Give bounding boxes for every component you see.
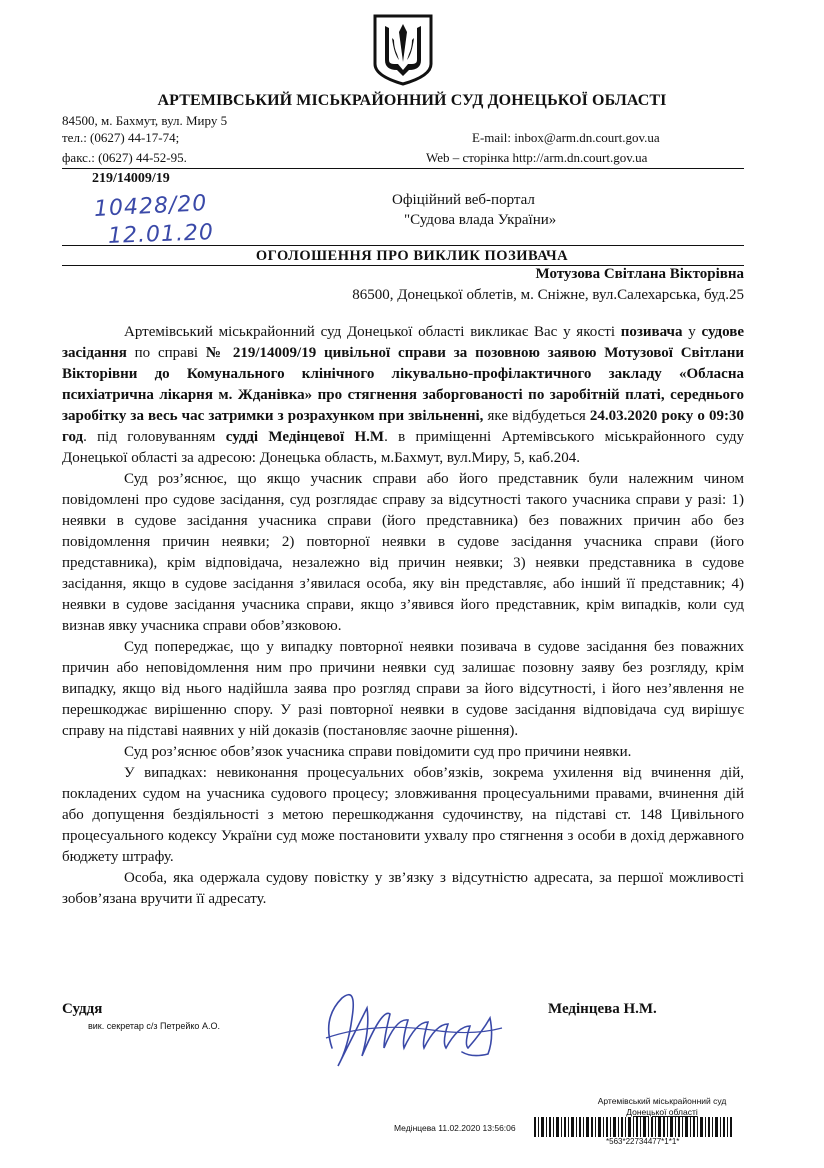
addressee-line-2: "Судова влада України» [404, 212, 557, 228]
paragraph-delivery: Особа, яка одержала судову повістку у зв’язку з відсутністю адресата, за першої можливості зобов’язана вручити її адресату. [62, 870, 744, 907]
recipient-name: Мотузова Світлана Вікторівна [535, 266, 744, 282]
handwritten-registration-number: 10428/20 [93, 191, 208, 222]
court-phone: тел.: (0627) 44-17-74; [62, 130, 180, 145]
court-website: Web – сторінка http://arm.dn.court.gov.ua [426, 150, 648, 165]
header-divider [62, 168, 744, 169]
title-top-rule [62, 245, 744, 246]
judge-label: Суддя [62, 1001, 103, 1017]
paragraph-fine: У випадках: невиконання процесуальних обов’язків, зокрема ухилення від вчинення дій, покладених судом на учасника судового процесу; зловживання процесуальними правами, вчинення дій або допущення бездіяльності з метою перешкоджання судочинству, на підставі ст. 148 Цивільного процесуального кодексу України суд може постановити ухвалу про стягнення з особи в дохід державного бюджету штрафу. [62, 765, 744, 865]
paragraph-warning: Суд попереджає, що у випадку повторної неявки позивача в судове засідання без поважних причин або неповідомлення ним про причини неявки суд залишає позовну заяву без розгляду, крім випадку, якщо від нього надійшла заява про розгляд справи за його відсутності, і його нез’явлення не перешкоджає вирішенню спору. У разі повторної неявки в судове засідання відповідача суд вирішує справу на підставі наявних у ній доказів (постановляє заочне рішення). [62, 639, 744, 739]
notice-body [62, 322, 744, 910]
recipient-address: 86500, Донецької облетів, м. Сніжне, вул.Салехарська, буд.25 [352, 287, 744, 303]
addressee-line-1: Офіційний веб-портал [392, 192, 535, 208]
text-span: Артемівський міськрайонний суд Донецької області викликає Вас у якості [124, 324, 621, 340]
text-span: по справі [126, 345, 206, 361]
trident-emblem-icon [372, 14, 434, 86]
text-span: . в приміщенні Артемівського міськрайонного суду Донецької області за адресою: Донецька область, м.Бахмут, вул.Миру, 5, каб.204. [62, 429, 745, 466]
text-span: яке відбудеться [483, 408, 590, 424]
stamp-court-line-2: Донецької області [626, 1107, 698, 1117]
paragraph-absence-rules: Суд роз’яснює, що якщо учасник справи або його представник були належним чином повідомлені про судове засідання, суд розглядає справу за відсутності такого учасника справи у разі: 1) неявки в судове засідання учасника справи (його представника) без поважних причин або без повідомлення причин неявки; 2) повторної неявки в судове засідання учасника справи (його представника), крім відповідача, незалежно від причин неявки; 3) неявки представника в судове засідання, якщо в судове засідання з’явилася особа, яку він представляє, або інший її представник; 4) неявки в судове засідання учасника справи, якщо з’явився його представник, крім випадків, коли суд визнав явку учасника справи обов’язковою. [62, 471, 744, 634]
bold-judge: судді Медінцевої Н.М [225, 429, 385, 445]
secretary-note: вик. секретар с/з Петрейко А.О. [88, 1021, 220, 1031]
handwritten-signature [312, 978, 512, 1078]
barcode [534, 1117, 732, 1137]
handwritten-date: 12.01.20 [107, 220, 215, 249]
text-span: у [682, 324, 702, 340]
bold-case-description: № 219/14009/19 цивільної справи за позовною заявою Мотузової Світлани Вікторівни до Комунального клінічного лікувально-профілактичного закладу «Обласна психіатрична лікарня м. Жданівка» про стягнення заборгованості по заробітній платі, середнього заробітку за весь час затримки з розрахунком при звільненні, [62, 345, 744, 424]
court-title: АРТЕМІВСЬКИЙ МІСЬКРАЙОННИЙ СУД ДОНЕЦЬКОЇ ОБЛАСТІ [157, 92, 667, 109]
court-email: E-mail: inbox@arm.dn.court.gov.ua [472, 130, 660, 145]
paragraph-duty-notify: Суд роз’яснює обов’язок учасника справи повідомити суд про причини неявки. [124, 744, 632, 760]
announcement-title: ОГОЛОШЕННЯ ПРО ВИКЛИК ПОЗИВАЧА [255, 248, 569, 264]
barcode-number: *563*22734477*1*1* [606, 1137, 680, 1146]
text-span: . під головуванням [83, 429, 226, 445]
court-fax: факс.: (0627) 44-52-95. [62, 150, 187, 165]
bold-hearing: судове засідання [62, 324, 744, 361]
stamp-court-line-1: Артемівський міськрайонний суд [597, 1096, 727, 1106]
paragraph-summons [62, 322, 744, 469]
judge-name: Медінцева Н.М. [548, 1001, 657, 1017]
court-address: 84500, м. Бахмут, вул. Миру 5 [62, 113, 228, 128]
stamp-court [572, 1096, 752, 1118]
bold-role: позивача [620, 324, 683, 340]
case-number: 219/14009/19 [92, 171, 170, 186]
bold-hearing-datetime: 24.03.2020 року о 09:30 год [62, 408, 744, 445]
stamp-meta: Медінцева 11.02.2020 13:56:06 [394, 1123, 516, 1133]
